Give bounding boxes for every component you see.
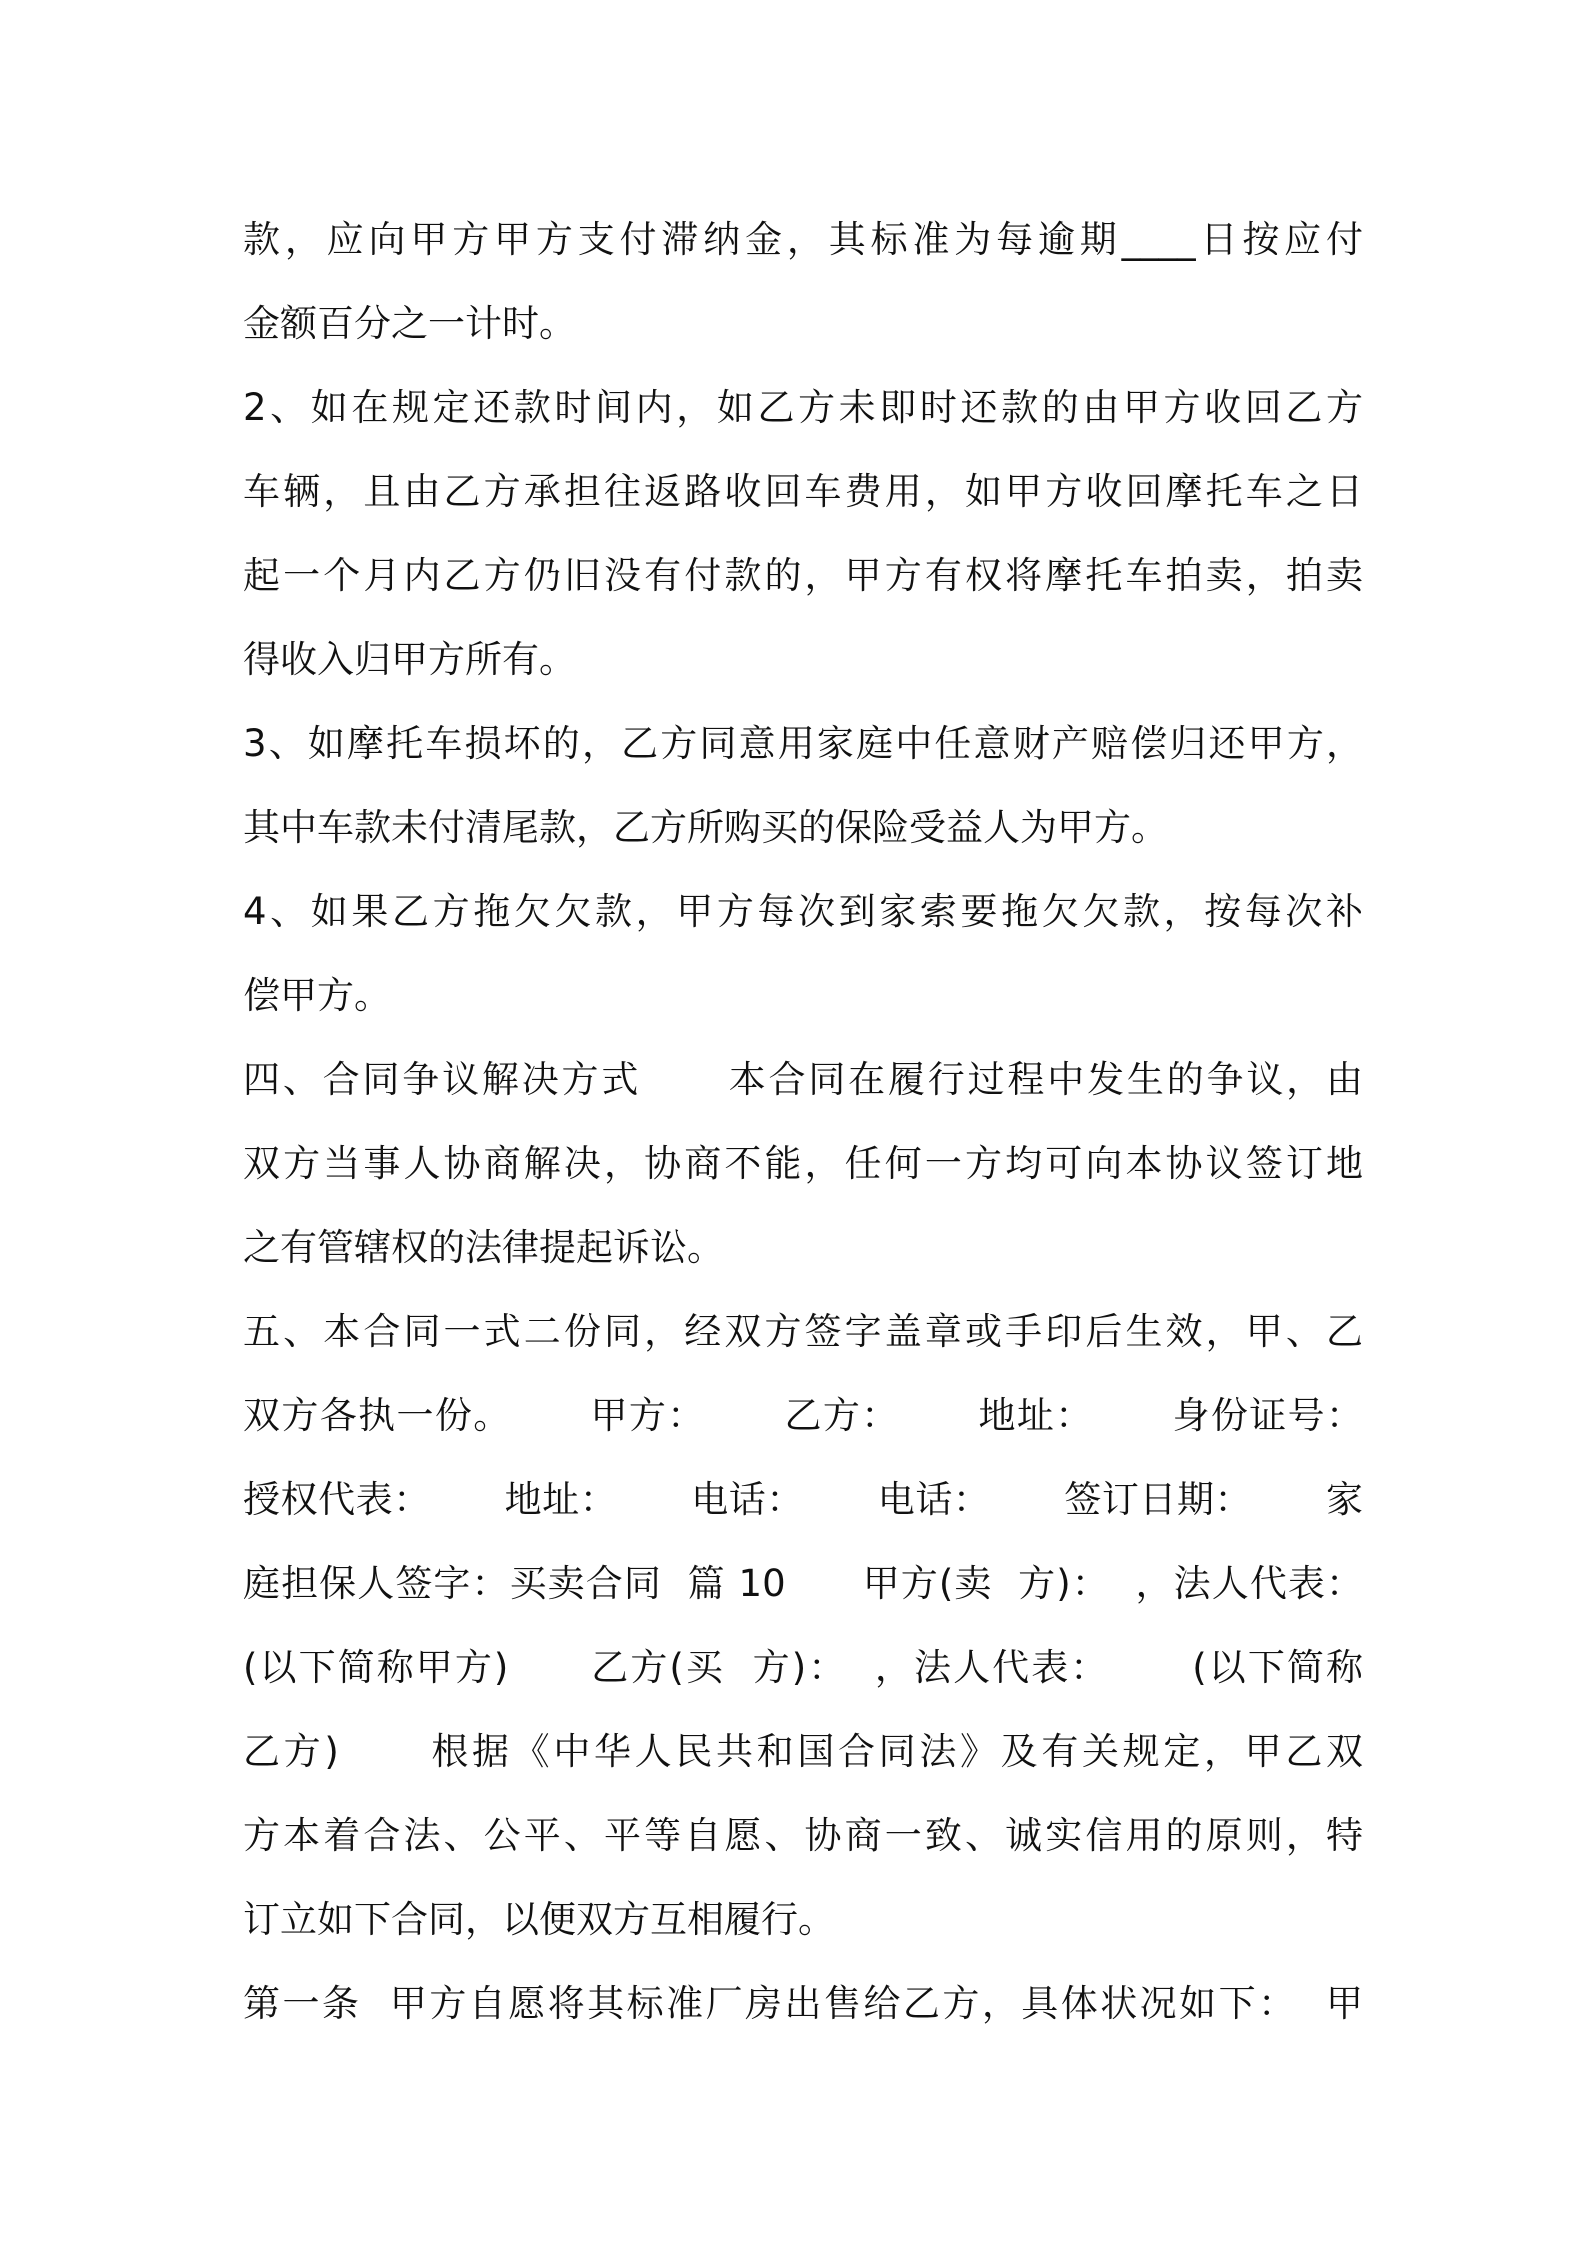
text-line: 五、本合同一式二份同，经双方签字盖章或手印后生效，甲、乙 (243, 1310, 1363, 1353)
text-line: 车辆，且由乙方承担往返路收回车费用，如甲方收回摩托车之日 (243, 470, 1363, 513)
text-line: 3、如摩托车损坏的，乙方同意用家庭中任意财产赔偿归还甲方， (243, 722, 1363, 765)
text-line: 金额百分之一计时。 (243, 302, 576, 345)
text-line: 授权代表： 地址： 电话： 电话： 签订日期： 家 (243, 1478, 1363, 1521)
text-line: 双方各执一份。 甲方： 乙方： 地址： 身份证号： (243, 1394, 1363, 1437)
text-line: 乙方) 根据《中华人民共和国合同法》及有关规定，甲乙双 (243, 1730, 1363, 1773)
text-line: 其中车款未付清尾款，乙方所购买的保险受益人为甲方。 (243, 806, 1168, 849)
text-line: 款，应向甲方甲方支付滞纳金，其标准为每逾期____日按应付 (243, 218, 1363, 261)
text-line: 双方当事人协商解决，协商不能，任何一方均可向本协议签订地 (243, 1142, 1363, 1185)
text-line: 2、如在规定还款时间内，如乙方未即时还款的由甲方收回乙方 (243, 386, 1363, 429)
text-line: 四、合同争议解决方式 本合同在履行过程中发生的争议，由 (243, 1058, 1363, 1101)
text-line: (以下简称甲方) 乙方(买 方)： ，法人代表： (以下简称 (243, 1646, 1363, 1689)
document-body (243, 198, 1363, 2046)
text-line: 方本着合法、公平、平等自愿、协商一致、诚实信用的原则，特 (243, 1814, 1363, 1857)
text-line: 之有管辖权的法律提起诉讼。 (243, 1226, 724, 1269)
text-line: 起一个月内乙方仍旧没有付款的，甲方有权将摩托车拍卖，拍卖 (243, 554, 1363, 597)
text-line: 偿甲方。 (243, 974, 391, 1017)
text-line: 4、如果乙方拖欠欠款，甲方每次到家索要拖欠欠款，按每次补 (243, 890, 1363, 933)
text-line: 庭担保人签字：买卖合同 篇 10 甲方(卖 方)： ，法人代表： (243, 1562, 1363, 1605)
text-line: 订立如下合同，以便双方互相履行。 (243, 1898, 835, 1941)
text-line: 第一条 甲方自愿将其标准厂房出售给乙方，具体状况如下： 甲 (243, 1982, 1363, 2025)
text-line: 得收入归甲方所有。 (243, 638, 576, 681)
